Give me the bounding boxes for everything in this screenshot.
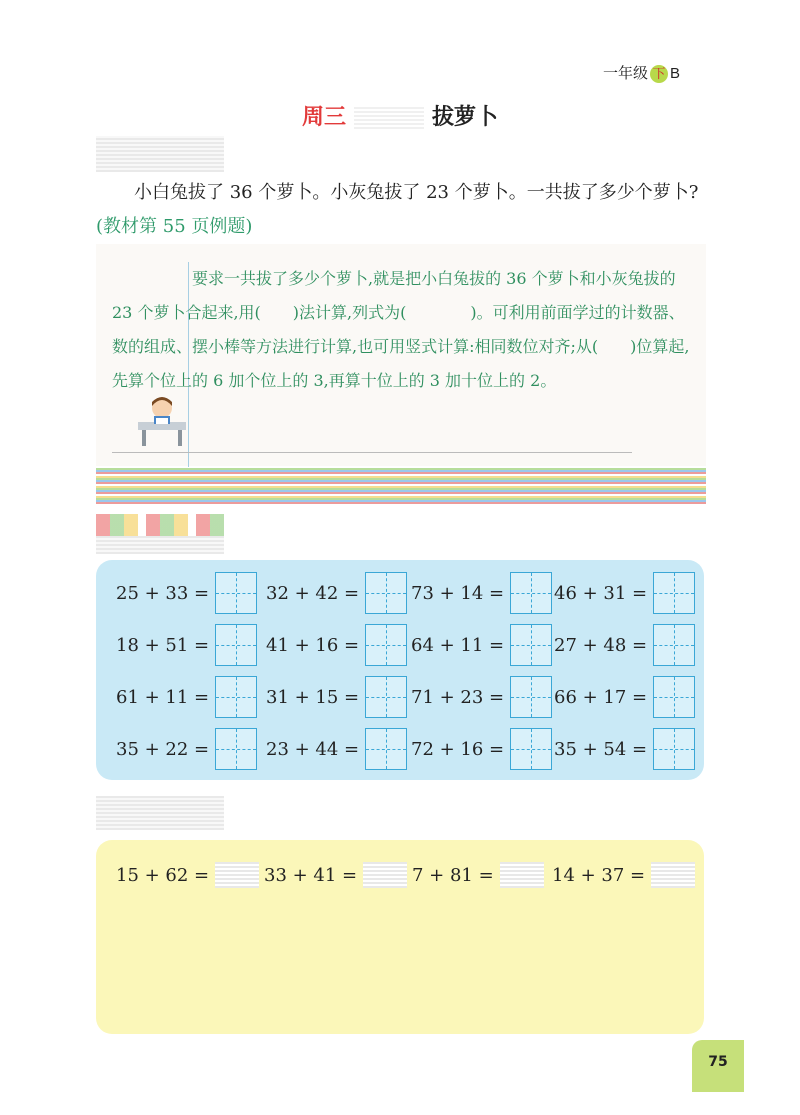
answer-blank[interactable] xyxy=(651,862,695,888)
answer-box[interactable] xyxy=(510,572,552,614)
grade-prefix: 一年级 xyxy=(602,65,648,82)
practice-item: 41 + 16 = xyxy=(266,624,407,666)
answer-box[interactable] xyxy=(365,572,407,614)
word-problem xyxy=(96,176,706,244)
practice-item: 31 + 15 = xyxy=(266,676,407,718)
answer-box[interactable] xyxy=(653,676,695,718)
title-decoration xyxy=(354,107,424,129)
answer-box[interactable] xyxy=(215,676,257,718)
practice-item: 35 + 54 = xyxy=(554,728,695,770)
page-number: 75 xyxy=(692,1040,744,1092)
answer-box[interactable] xyxy=(510,624,552,666)
answer-box[interactable] xyxy=(510,676,552,718)
practice-item: 27 + 48 = xyxy=(554,624,695,666)
answer-box[interactable] xyxy=(510,728,552,770)
answer-box[interactable] xyxy=(215,624,257,666)
student-at-desk-illustration xyxy=(134,396,190,448)
answer-box[interactable] xyxy=(215,728,257,770)
decorative-rainbow-strip xyxy=(96,468,706,504)
practice-item: 25 + 33 = xyxy=(116,572,257,614)
answer-blank[interactable] xyxy=(363,862,407,888)
practice-item: 23 + 44 = xyxy=(266,728,407,770)
practice-item: 61 + 11 = xyxy=(116,676,257,718)
page-title xyxy=(0,100,800,131)
practice-item: 66 + 17 = xyxy=(554,676,695,718)
title-day: 周三 xyxy=(301,105,346,130)
section-strip-2b xyxy=(96,536,224,554)
practice-item: 64 + 11 = xyxy=(411,624,552,666)
hint-text xyxy=(112,262,692,398)
answer-box[interactable] xyxy=(365,676,407,718)
problem-text: 小白兔拔了 36 个萝卜。小灰兔拔了 23 个萝卜。一共拔了多少个萝卜? xyxy=(134,182,699,203)
practice-line-item: 15 + 62 = xyxy=(116,862,259,888)
practice-item: 35 + 22 = xyxy=(116,728,257,770)
grade-label xyxy=(603,62,680,83)
answer-box[interactable] xyxy=(653,624,695,666)
practice-panel-vertical xyxy=(96,560,704,780)
answer-box[interactable] xyxy=(653,572,695,614)
hint-answer-line xyxy=(112,452,632,453)
practice-line-item: 33 + 41 = xyxy=(264,862,407,888)
answer-blank[interactable] xyxy=(500,862,544,888)
practice-line-item: 14 + 37 = xyxy=(552,862,695,888)
title-topic: 拔萝卜 xyxy=(432,105,499,130)
answer-box[interactable] xyxy=(365,728,407,770)
section-strip-1 xyxy=(96,136,224,172)
answer-box[interactable] xyxy=(215,572,257,614)
answer-box[interactable] xyxy=(365,624,407,666)
textbook-reference: (教材第 55 页例题) xyxy=(96,216,253,237)
hint-content: 要求一共拔了多少个萝卜,就是把小白兔拔的 36 个萝卜和小灰兔拔的 23 个萝卜合起来,用( )法计算,列式为( )。可利用前面学过的计数器、数的组成、摆小棒等方法进行计算,也可用竖式计算:相同数位对齐;从( )位算起,先算个位上的 6 加个位上的 3,再算十位上的 3 加十位上的 2。 xyxy=(112,269,690,390)
grade-mid-badge: 下 xyxy=(650,65,668,83)
practice-line-item: 7 + 81 = xyxy=(412,862,544,888)
practice-panel-horizontal xyxy=(96,840,704,1034)
section-strip-3 xyxy=(96,796,224,830)
practice-item: 32 + 42 = xyxy=(266,572,407,614)
grade-suffix: B xyxy=(669,65,680,82)
practice-item: 72 + 16 = xyxy=(411,728,552,770)
answer-box[interactable] xyxy=(653,728,695,770)
practice-item: 71 + 23 = xyxy=(411,676,552,718)
practice-item: 73 + 14 = xyxy=(411,572,552,614)
answer-blank[interactable] xyxy=(215,862,259,888)
practice-item: 18 + 51 = xyxy=(116,624,257,666)
practice-item: 46 + 31 = xyxy=(554,572,695,614)
